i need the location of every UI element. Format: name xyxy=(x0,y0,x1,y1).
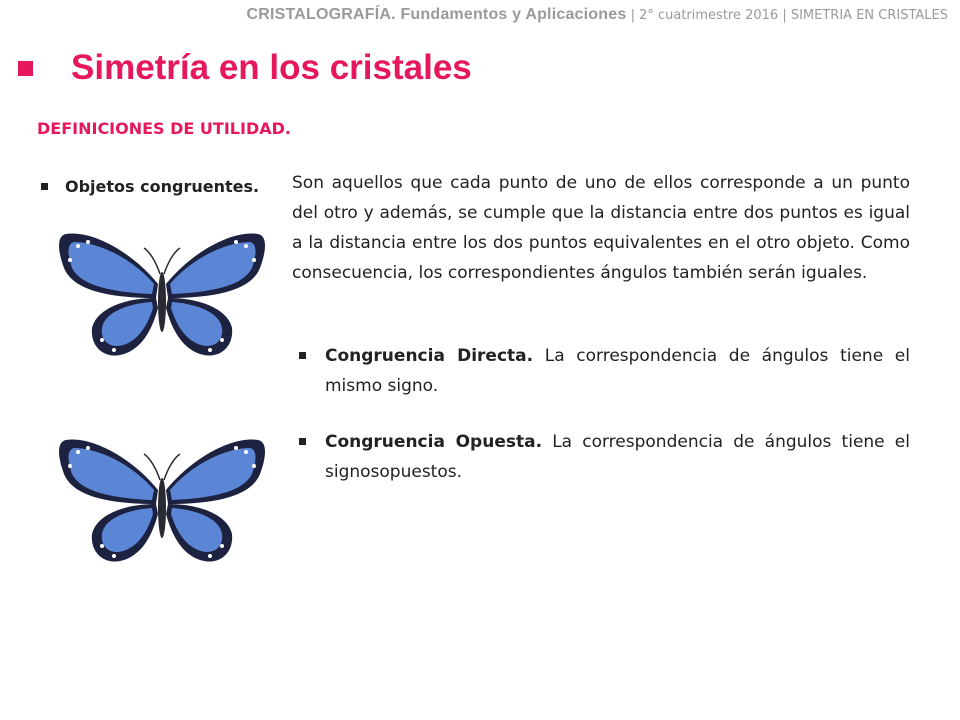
square-bullet-icon xyxy=(299,438,306,445)
subitem-direct xyxy=(299,341,910,401)
subitem-term: Congruencia Opuesta. xyxy=(325,432,543,452)
course-title: CRISTALOGRAFÍA. Fundamentos y Aplicaciones xyxy=(246,6,627,23)
item-label xyxy=(41,177,259,196)
item-description: Son aquellos que cada punto de uno de ellos corresponde a un punto del otro y además, se cumple que la distancia entre dos puntos es igual a la distancia entre los dos puntos equivalentes en el otro objeto. Como consecuencia, los correspondientes ángulos también serán iguales. xyxy=(292,173,910,283)
subitem-text xyxy=(325,427,910,487)
slide-title: Simetría en los cristales xyxy=(71,48,472,87)
title-bullet-icon xyxy=(18,61,33,76)
title-row xyxy=(18,48,472,88)
subitem-opposite xyxy=(299,427,910,487)
subitem-body: La correspondencia de ángulos tiene el mismo signo. xyxy=(325,346,910,396)
section-heading: DEFINICIONES DE UTILIDAD. xyxy=(37,119,291,138)
subitem-text xyxy=(325,341,910,401)
square-bullet-icon xyxy=(41,183,48,190)
butterfly-image-bottom xyxy=(52,428,272,578)
butterfly-icon xyxy=(59,440,265,562)
subitem-body: La correspondencia de ángulos tiene el signosopuestos. xyxy=(325,432,910,482)
course-meta: | 2° cuatrimestre 2016 | SIMETRIA EN CRISTALES xyxy=(626,8,948,23)
item-label-text: Objetos congruentes. xyxy=(65,177,260,196)
header xyxy=(60,6,948,24)
butterfly-image-top xyxy=(52,222,272,372)
subitem-term: Congruencia Directa. xyxy=(325,346,534,366)
square-bullet-icon xyxy=(299,352,306,359)
butterfly-icon xyxy=(59,234,265,356)
